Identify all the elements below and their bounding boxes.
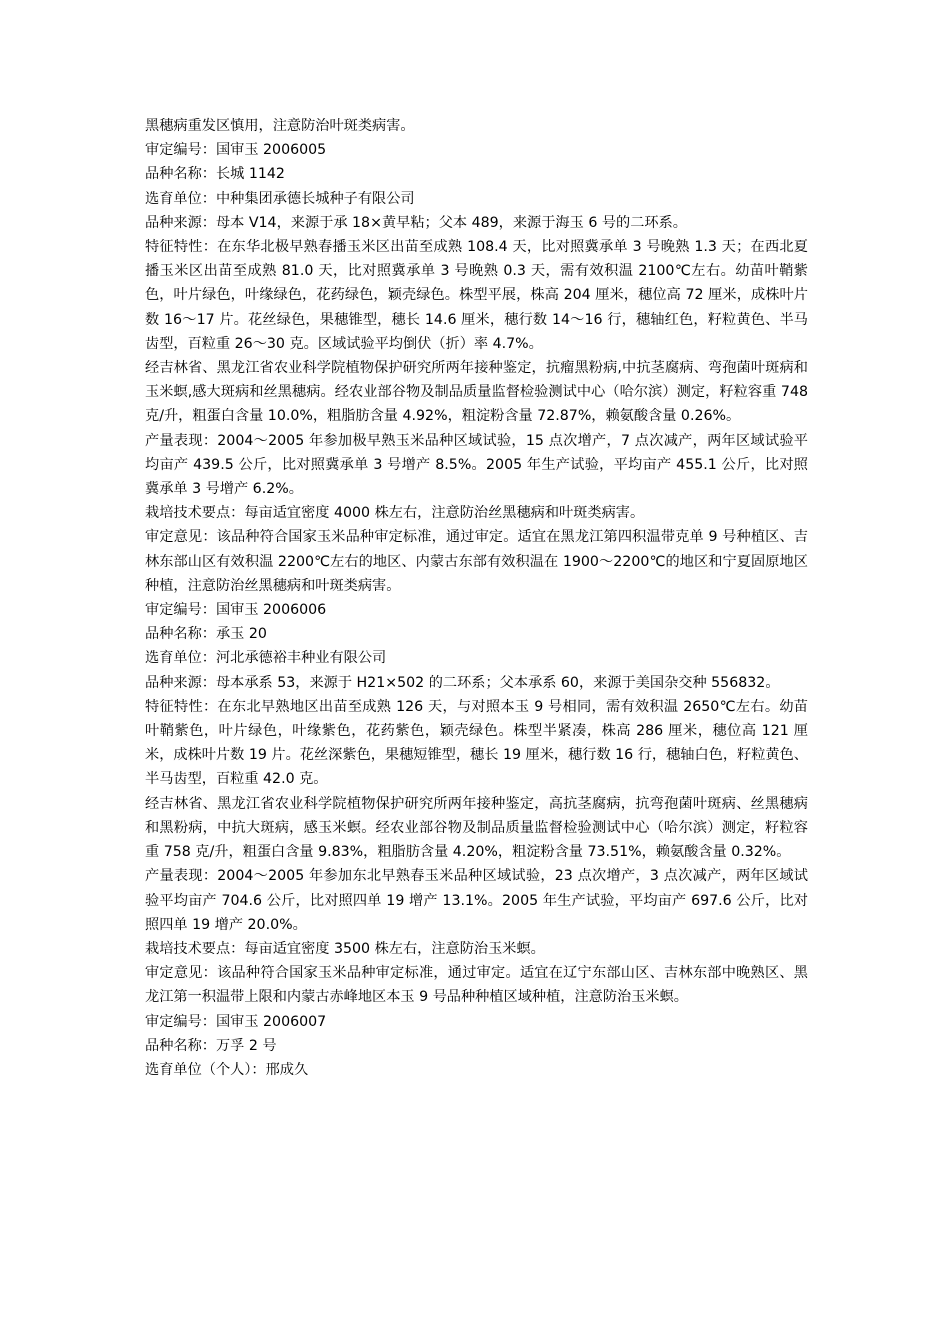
paragraph-breeder: 选育单位：中种集团承德长城种子有限公司 [145, 190, 415, 207]
paragraph-cultivation: 栽培技术要点：每亩适宜密度 3500 株左右，注意防治玉米螟。 [145, 940, 545, 957]
paragraph-origin: 品种来源：母本 V14，来源于承 18×黄早粘；父本 489，来源于海玉 6 号的二环系。 [145, 214, 687, 231]
paragraph-disease-note: 黑穗病重发区慎用，注意防治叶斑类病害。 [145, 118, 415, 134]
paragraph-yield: 产量表现：2004～2005 年参加极早熟玉米品种区域试验，15 点次增产，7 点次减产，两年区域试验平均亩产 439.5 公斤，比对照冀承单 3 号增产 8.5%。2005 年生产试验，平均亩产 455.1 公斤，比对照冀承单 3 号增产 6.2%。 [145, 432, 808, 498]
paragraph-breeder: 选育单位（个人）：邢成久 [145, 1061, 309, 1078]
paragraph-opinion: 审定意见：该品种符合国家玉米品种审定标准，通过审定。适宜在辽宁东部山区、吉林东部中晚熟区、黑龙江第一积温带上限和内蒙古赤峰地区本玉 9 号品种种植区域种植，注意防治玉米螟。 [145, 965, 808, 1006]
paragraph-variety-name: 品种名称：承玉 20 [145, 626, 267, 643]
paragraph-yield: 产量表现：2004～2005 年参加东北早熟春玉米品种区域试验，23 点次增产，3 点次减产，两年区域试验平均亩产 704.6 公斤，比对照四单 19 增产 13.1%。2005 年生产试验，平均亩产 697.6 公斤，比对照四单 19 增产 20.0%。 [145, 868, 808, 933]
paragraph-resistance: 经吉林省、黑龙江省农业科学院植物保护研究所两年接种鉴定，抗瘤黑粉病,中抗茎腐病、弯孢菌叶斑病和玉米螟,感大斑病和丝黑穗病。经农业部谷物及制品质量监督检验测试中心（哈尔滨）测定，籽粒容重 748 克/升，粗蛋白含量 10.0%，粗脂肪含量 4.92%，粗淀粉含量 72.87%，赖氨酸含量 0.26%。 [145, 360, 808, 425]
paragraph-approval-number: 审定编号：国审玉 2006007 [145, 1013, 327, 1030]
paragraph-variety-name: 品种名称：万孚 2 号 [145, 1037, 277, 1054]
paragraph-approval-number: 审定编号：国审玉 2006006 [145, 602, 327, 619]
paragraph-characteristics: 特征特性：在东华北极早熟春播玉米区出苗至成熟 108.4 天，比对照冀承单 3 号晚熟 1.3 天；在西北夏播玉米区出苗至成熟 81.0 天，比对照冀承单 3 号晚熟 0.3 天，需有效积温 2100℃左右。幼苗叶鞘紫色，叶片绿色，叶缘绿色，花药绿色，颖壳绿色。株型平展，株高 204 厘米，穗位高 72 厘米，成株叶片数 16～17 片。花丝绿色，果穗锥型，穗长 14.6 厘米，穗行数 14～16 行，穗轴红色，籽粒黄色、半马齿型，百粒重 26～30 克。区域试验平均倒伏（折）率 4.7%。 [145, 239, 808, 352]
paragraph-breeder: 选育单位：河北承德裕丰种业有限公司 [145, 650, 387, 667]
paragraph-variety-name: 品种名称：长城 1142 [145, 166, 285, 183]
paragraph-origin: 品种来源：母本承系 53，来源于 H21×502 的二环系；父本承系 60，来源于美国杂交种 556832。 [145, 674, 780, 691]
paragraph-cultivation: 栽培技术要点：每亩适宜密度 4000 株左右，注意防治丝黑穗病和叶斑类病害。 [145, 505, 645, 522]
document-body [145, 114, 808, 1082]
paragraph-resistance: 经吉林省、黑龙江省农业科学院植物保护研究所两年接种鉴定，高抗茎腐病，抗弯孢菌叶斑病、丝黑穗病和黑粉病，中抗大斑病，感玉米螟。经农业部谷物及制品质量监督检验测试中心（哈尔滨）测定，籽粒容重 758 克/升，粗蛋白含量 9.83%，粗脂肪含量 4.20%，粗淀粉含量 73.51%，赖氨酸含量 0.32%。 [145, 795, 808, 861]
paragraph-opinion: 审定意见：该品种符合国家玉米品种审定标准，通过审定。适宜在黑龙江第四积温带克单 9 号种植区、吉林东部山区有效积温 2200℃左右的地区、内蒙古东部有效积温在 1900～2200℃的地区和宁夏固原地区种植，注意防治丝黑穗病和叶斑类病害。 [145, 529, 808, 594]
paragraph-approval-number: 审定编号：国审玉 2006005 [145, 142, 327, 159]
paragraph-characteristics: 特征特性：在东北早熟地区出苗至成熟 126 天，与对照本玉 9 号相同，需有效积温 2650℃左右。幼苗叶鞘紫色，叶片绿色，叶缘紫色，花药紫色，颖壳绿色。株型半紧凑，株高 286 厘米，穗位高 121 厘米，成株叶片数 19 片。花丝深紫色，果穗短锥型，穗长 19 厘米，穗行数 16 行，穗轴白色，籽粒黄色、半马齿型，百粒重 42.0 克。 [145, 698, 808, 788]
